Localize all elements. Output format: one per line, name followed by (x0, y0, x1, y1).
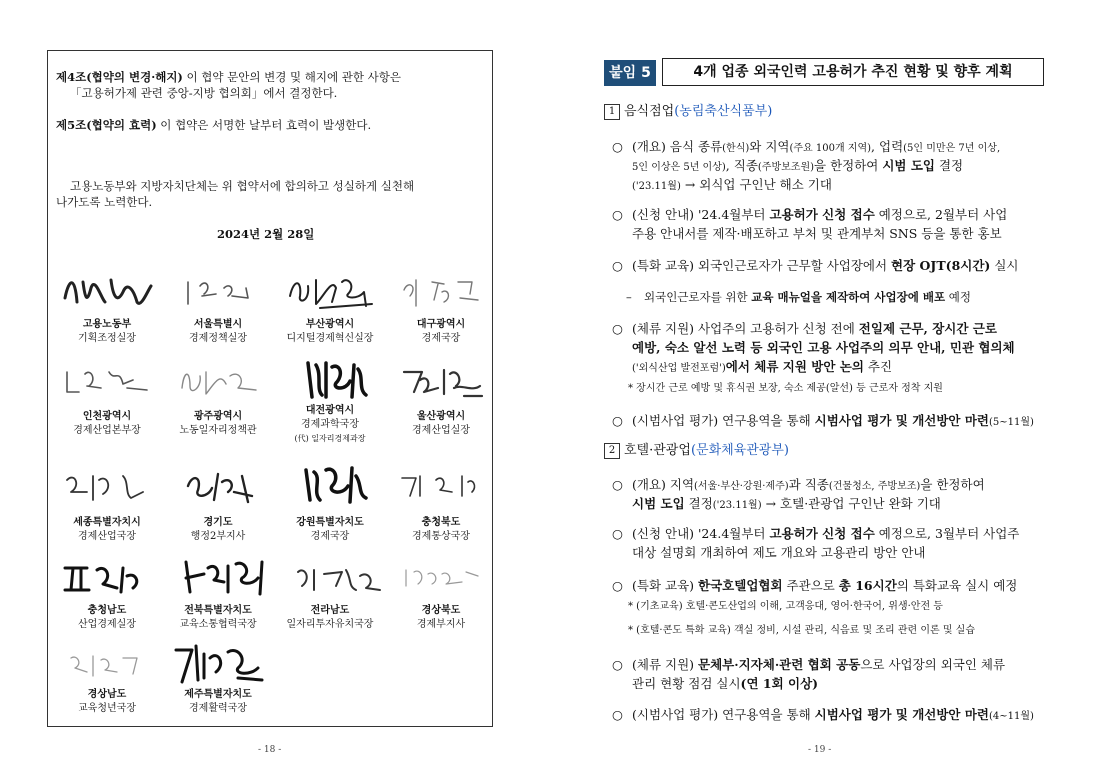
text-line: ○ (개요) 지역(서울·부산·강원·제주)과 직종(건물청소, 주방보조)을 한정하여 (612, 477, 985, 492)
text-line: 대상 설명회 개최하여 제도 개요와 고용관리 방안 안내 (632, 545, 926, 560)
signature-image (168, 358, 268, 404)
signature-image (57, 554, 157, 600)
text-line: ○ (특화 교육) 외국인근로자가 근무할 사업장에서 현장 OJT(8시간) 실시 (612, 258, 1019, 273)
section-heading: 1 음식점업(농림축산식품부) (604, 103, 772, 121)
text-line: 관리 현황 점검 실시(연 1회 이상) (632, 676, 819, 691)
text-line: ○ (시범사업 평가) 연구용역을 통해 시범사업 평가 및 개선방안 마련(5~11월) (612, 413, 1034, 428)
signature-image (168, 268, 268, 314)
signatory-caption: 고용노동부 기획조정실장 (78, 319, 136, 344)
signatory-caption: 부산광역시 디지털경제혁신실장 (286, 319, 374, 344)
signatory-caption: 전라남도 일자리투자유치국장 (286, 605, 374, 630)
article-5: 제5조(협약의 효력) 이 협약은 서명한 날부터 효력이 발생한다. (56, 118, 372, 132)
signature-image (292, 355, 392, 401)
text-line: 5인 이상은 5년 이상), 직종(주방보조원)을 한정하여 시범 도입 결정 (632, 158, 964, 173)
signatory-caption: 세종특별자치시 경제산업국장 (73, 517, 141, 542)
signatory-caption: 제주특별자치도 경제활력국장 (184, 689, 252, 714)
signatory-caption: 충청남도 산업경제실장 (78, 605, 136, 630)
article-4-line1: 제4조(협약의 변경·해지) 이 협약 문안의 변경 및 해지에 관한 사항은 (56, 70, 401, 84)
signature-image (292, 460, 392, 506)
text-line: 예방, 숙소 알선 노력 등 외국인 고용 사업주의 의무 안내, 민관 협의체 (632, 340, 1015, 355)
signature-image (392, 462, 492, 508)
signatory-caption: 서울특별시 경제정책실장 (189, 319, 247, 344)
signatory-caption: 전북특별자치도 교육소통협력국장 (179, 605, 257, 630)
signature-image (392, 358, 492, 404)
text-line: 주용 안내서를 제작·배포하고 부처 및 관계부처 SNS 등을 통한 홍보 (632, 226, 1002, 241)
footnote: * 장시간 근로 예방 및 휴식권 보장, 숙소 제공(알선) 등 근로자 정착 지원 (628, 383, 943, 394)
signing-date: 2024년 2월 28일 (217, 227, 315, 241)
text-line: ○ (시범사업 평가) 연구용역을 통해 시범사업 평가 및 개선방안 마련(4~11월) (612, 707, 1034, 722)
signature-image (392, 268, 492, 314)
signatory-caption: 울산광역시 경제산업실장 (412, 411, 470, 436)
signatory-caption: 경상남도 교육청년국장 (78, 689, 136, 714)
text-line: ○ (신청 안내) '24.4월부터 고용허가 신청 접수 예정으로, 2월부터 사업 (612, 207, 1008, 222)
text-line: ○ (특화 교육) 한국호텔업협회 주관으로 총 16시간의 특화교육 실시 예정 (612, 578, 1018, 593)
footnote: * (기초교육) 호텔·콘도산업의 이해, 고객응대, 영어·한국어, 위생·안전 등 (628, 601, 943, 612)
text-line: ○ (체류 지원) 사업주의 고용허가 신청 전에 전일제 근무, 장시간 근로 (612, 321, 997, 336)
signatory-caption: 대전광역시 경제과학국장 (代) 일자리경제과장 (294, 405, 366, 443)
signature-image (57, 462, 157, 508)
section-heading: 2 호텔·관광업(문화체육관광부) (604, 442, 789, 460)
text-line: ○ (체류 지원) 문체부·지자체·관련 협회 공동으로 사업장의 외국인 체류 (612, 657, 1006, 672)
signatory-caption: 경기도 행정2부지사 (190, 517, 246, 542)
signature-image (392, 556, 492, 602)
closing-line1: 고용노동부와 지방자치단체는 위 협약서에 합의하고 성실하게 실천해 (70, 179, 415, 193)
signature-image (57, 642, 157, 688)
article-4-line2: 「고용허가제 관련 중앙-지방 협의회」에서 결정한다. (70, 86, 338, 100)
text-line: ('외식산업 발전포럼')에서 체류 지원 방안 논의 추진 (632, 359, 893, 374)
text-line: ○ (개요) 음식 종류(한식)와 지역(주요 100개 지역), 업력(5인 미만은 7년 이상, (612, 139, 1001, 154)
signatory-caption: 충청북도 경제통상국장 (412, 517, 470, 542)
page-number-left: - 18 - (258, 745, 282, 755)
signature-image (178, 462, 278, 508)
text-line: – 외국인근로자를 위한 교육 매뉴얼을 제작하여 사업장에 배포 예정 (626, 290, 971, 304)
signatory-caption: 강원특별자치도 경제국장 (296, 517, 364, 542)
signature-image (57, 358, 157, 404)
signatory-caption: 인천광역시 경제산업본부장 (73, 411, 141, 436)
signatory-caption: 광주광역시 노동일자리정책관 (179, 411, 257, 436)
signature-image (57, 268, 157, 314)
signatory-caption: 경상북도 경제부지사 (416, 605, 466, 630)
signature-image (288, 556, 388, 602)
signature-image (280, 266, 380, 312)
page-title: 4개 업종 외국인력 고용허가 추진 현황 및 향후 계획 (662, 58, 1044, 86)
closing-line2: 나가도록 노력한다. (56, 195, 153, 209)
appendix-tag: 붙임 5 (604, 60, 656, 86)
signature-image (178, 552, 278, 598)
text-line: ('23.11월) → 외식업 구인난 해소 기대 (632, 177, 832, 192)
page-number-right: - 19 - (808, 745, 832, 755)
footnote: * (호텔·콘도 특화 교육) 객실 정비, 시설 관리, 식음료 및 조리 관련 이론 및 실습 (628, 625, 975, 636)
text-line: 시범 도입 결정('23.11월) → 호텔·관광업 구인난 완화 기대 (632, 496, 941, 511)
signature-image (168, 638, 268, 684)
text-line: ○ (신청 안내) '24.4월부터 고용허가 신청 접수 예정으로, 3월부터 사업주 (612, 526, 1020, 541)
signatory-caption: 대구광역시 경제국장 (416, 319, 466, 344)
